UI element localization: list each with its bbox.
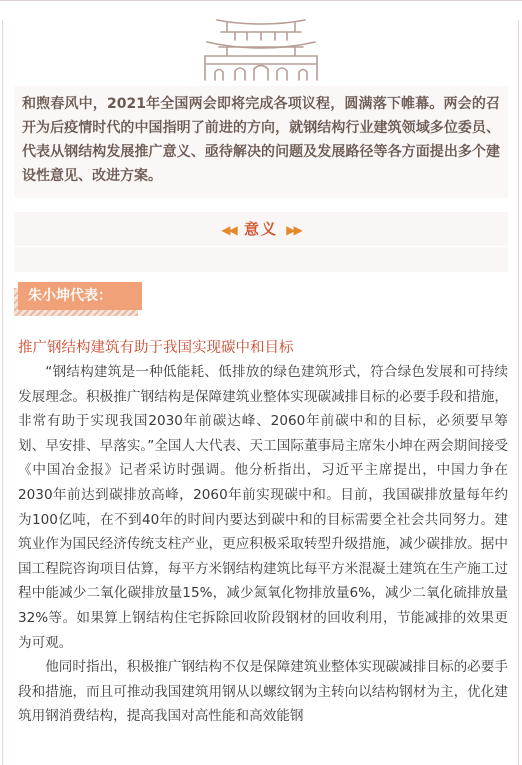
section-title-label: 意义 (243, 220, 278, 238)
right-arrows-icon: ▶▶ (286, 223, 301, 237)
representative-label: 朱小坤代表： (18, 282, 142, 310)
intro-panel (14, 86, 508, 198)
article-paragraph: 他同时指出，积极推广钢结构不仅是保障建筑业整体实现碳减排目标的必要手段和措施，而且可推动我国建筑用钢从以螺纹钢为主转向以结构钢材为主，优化建筑用钢消费结构，提高我国对高性能和高效能钢 (18, 659, 508, 725)
left-arrows-icon: ◀◀ (221, 223, 236, 237)
article-paragraph: “钢结构建筑是一种低能耗、低排放的绿色建筑形式，符合绿色发展和可持续发展理念。积极推广钢结构是保障建筑业整体实现碳减排目标的必要手段和措施，非常有助于实现我国2030年前碳达峰、2060年前碳中和的目标，必须要早筹划、早安排、早落实。”全国人大代表、天工国际董事局主席朱小坤在两会期间接受《中国冶金报》记者采访时强调。他分析指出，习近平主席提出，中国力争在2030年前达到碳排放高峰，2060年前实现碳中和。目前，我国碳排放量每年约为100亿吨，在不到40年的时间内要达到碳中和的目标需要全社会共同努力。建筑业作为国民经济传统支柱产业，更应积极采取转型升级措施，减少碳排放。据中国工程院咨询项目估算，每平方米钢结构建筑比每平方米混凝土建筑在生产施工过程中能减少二氧化碳排放量15%，减少氮氧化物排放量6%，减少二氧化硫排放量32%等。如果算上钢结构住宅拆除回收阶段钢材的回收利用，节能减排的效果更为可观。 (18, 364, 508, 651)
representative-tag (14, 282, 154, 322)
section-header (14, 212, 508, 272)
tiananmen-gate-icon (197, 6, 325, 82)
intro-paragraph: 和煦春风中，2021年全国两会即将完成各项议程，圆满落下帷幕。两会的召开为后疫情时代的中国指明了前进的方向，就钢结构行业建筑领域多位委员、代表从钢结构发展推广意义、亟待解决的问题及发展路径等各方面提出多个建设性意见、改进方案。 (22, 96, 500, 184)
article-title: 推广钢结构建筑有助于我国实现碳中和目标 (18, 340, 294, 356)
header-banner (0, 0, 522, 88)
frame-left-border (2, 20, 3, 765)
article-body (18, 360, 508, 729)
section-divider (14, 246, 508, 247)
section-title (14, 218, 508, 240)
frame-right-border (518, 20, 519, 765)
